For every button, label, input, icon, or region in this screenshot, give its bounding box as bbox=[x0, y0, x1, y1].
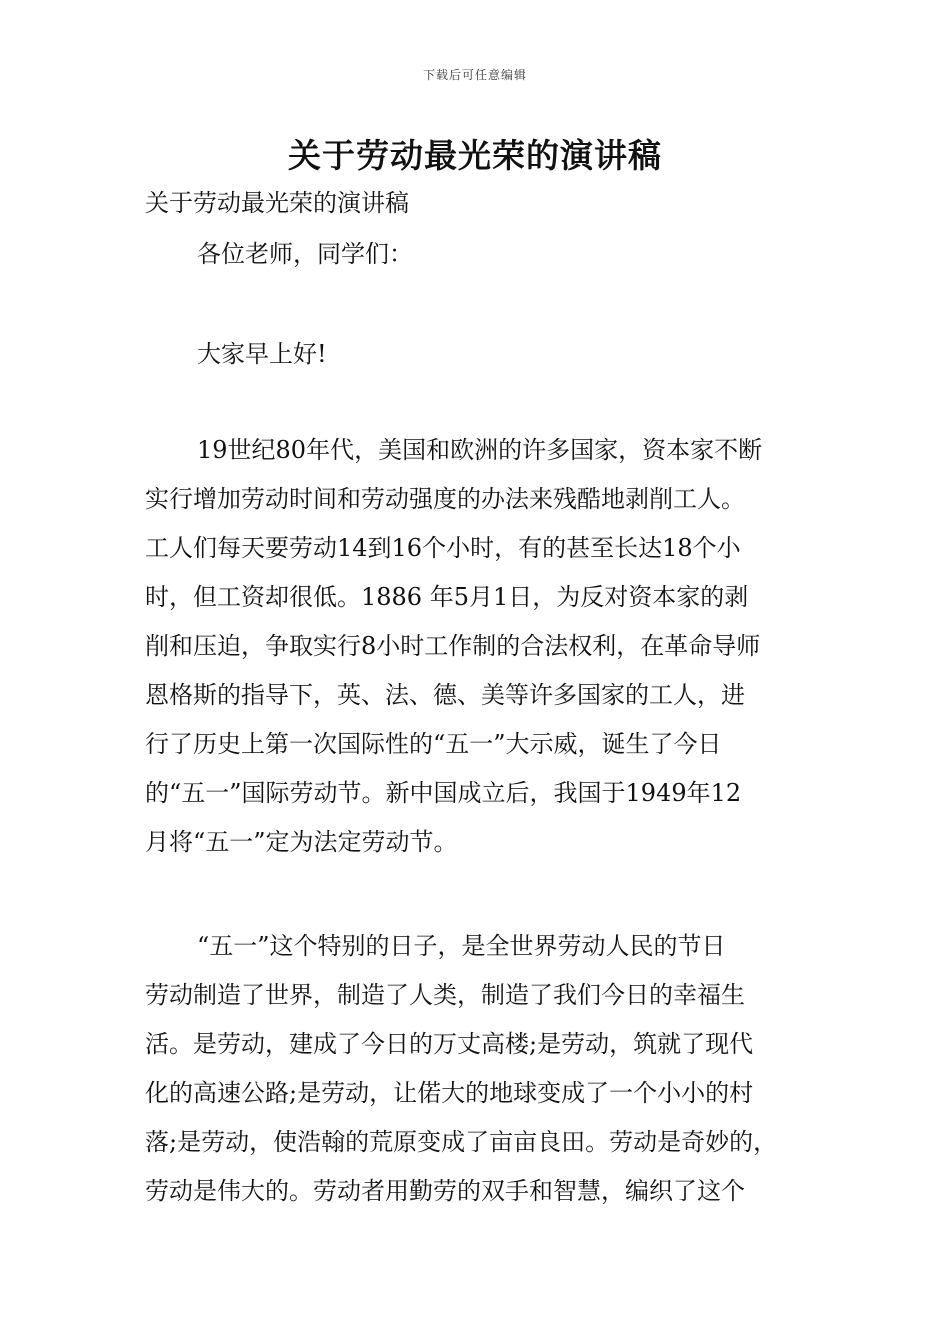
paragraph-line: 劳动是伟大的。劳动者用勤劳的双手和智慧，编织了这个 bbox=[145, 1177, 745, 1205]
paragraph-labor bbox=[145, 922, 810, 1216]
hello-line: 大家早上好! bbox=[197, 340, 327, 368]
paragraph-line: 月将“五一”定为法定劳动节。 bbox=[145, 828, 458, 856]
paragraph-line: 化的高速公路;是劳动，让偌大的地球变成了一个小小的村 bbox=[145, 1079, 754, 1107]
paragraph-line: “五一”这个特别的日子，是全世界劳动人民的节日 bbox=[197, 932, 726, 960]
document-title: 关于劳动最光荣的演讲稿 bbox=[288, 136, 662, 175]
paragraph-line: 落;是劳动，使浩翰的荒原变成了亩亩良田。劳动是奇妙的， bbox=[145, 1128, 778, 1156]
paragraph-line: 的“五一”国际劳动节。新中国成立后，我国于1949年12 bbox=[145, 779, 742, 807]
greeting-line: 各位老师，同学们： bbox=[197, 240, 413, 268]
paragraph-line: 活。是劳动，建成了今日的万丈高楼;是劳动，筑就了现代 bbox=[145, 1030, 754, 1058]
paragraph-line: 恩格斯的指导下，英、法、德、美等许多国家的工人，进 bbox=[145, 681, 745, 709]
header-note: 下载后可任意编辑 bbox=[422, 68, 527, 82]
document-subtitle: 关于劳动最光荣的演讲稿 bbox=[145, 189, 409, 217]
paragraph-line: 劳动制造了世界，制造了人类，制造了我们今日的幸福生 bbox=[145, 981, 745, 1009]
paragraph-history bbox=[145, 426, 810, 867]
paragraph-line: 19世纪80年代，美国和欧洲的许多国家，资本家不断 bbox=[197, 436, 763, 464]
paragraph-line: 时，但工资却很低。1886 年5月1日，为反对资本家的剥 bbox=[145, 583, 749, 611]
paragraph-line: 工人们每天要劳动14到16个小时，有的甚至长达18个小 bbox=[145, 534, 741, 562]
paragraph-line: 削和压迫，争取实行8小时工作制的合法权利，在革命导师 bbox=[145, 632, 761, 660]
paragraph-line: 行了历史上第一次国际性的“五一”大示威，诞生了今日 bbox=[145, 730, 722, 758]
paragraph-line: 实行增加劳动时间和劳动强度的办法来残酷地剥削工人。 bbox=[145, 485, 745, 513]
